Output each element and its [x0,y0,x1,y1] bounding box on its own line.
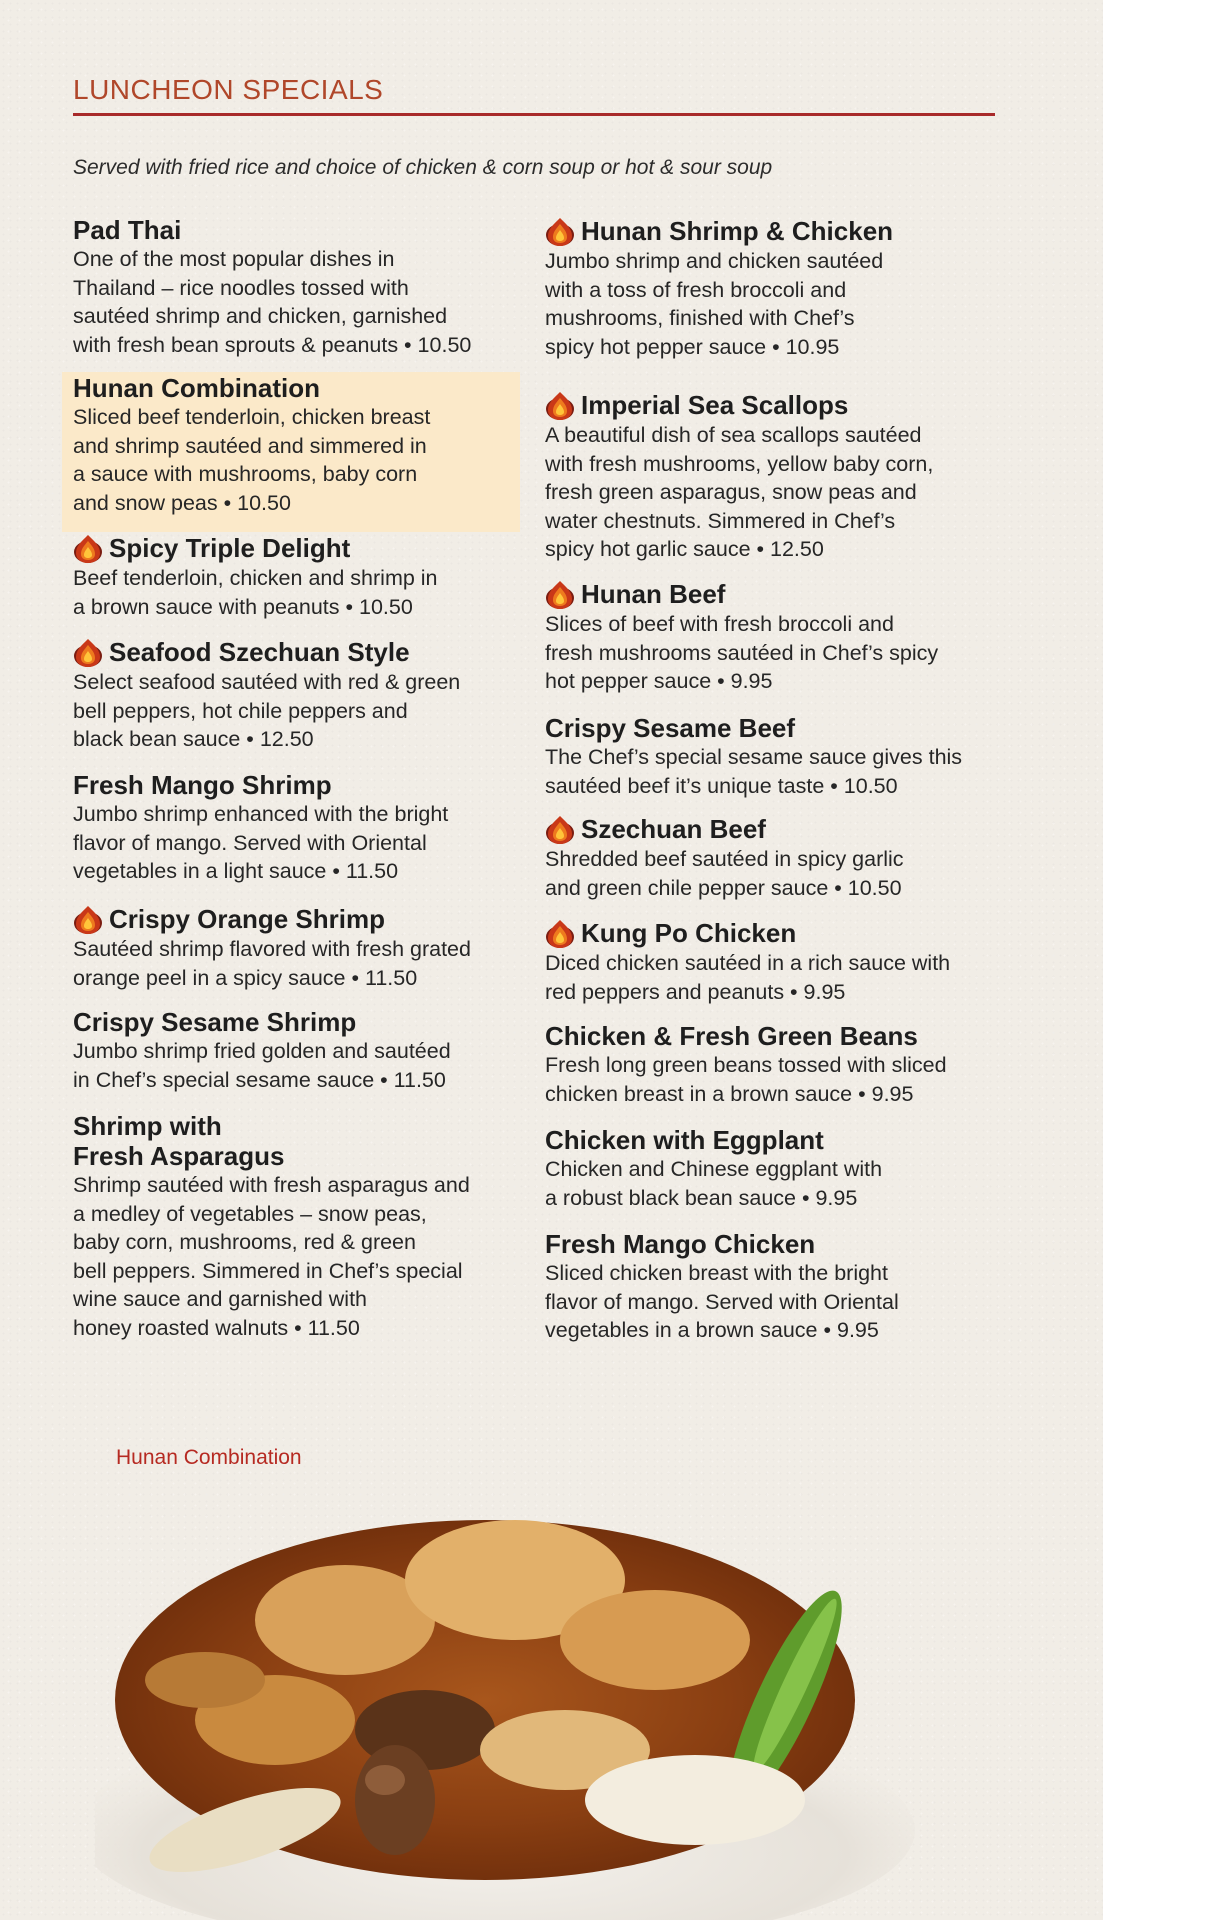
dish-name: Szechuan Beef [581,814,766,844]
flame-icon [71,636,105,668]
dish-description-line: bell peppers, hot chile peppers and [73,698,408,723]
dish-name-row [73,215,533,245]
dish-description-line: vegetables in a light sauce • 11.50 [73,859,399,883]
dish-description-line: chicken breast in a brown sauce • 9.95 [545,1081,914,1106]
dish-name: Crispy Orange Shrimp [109,904,385,934]
dish-description-line: bell peppers. Simmered in Chef’s special [73,1258,463,1283]
dish-name-row [545,713,1005,743]
dish-description-line: sautéed beef it’s unique taste • 10.50 [545,773,898,798]
dish-description-line: Diced chicken sautéed in a rich sauce with [545,951,951,975]
menu-item [73,1007,533,1094]
dish-description-line: a sauce with mushrooms, baby corn [73,462,418,486]
flame-icon [71,903,105,935]
dish-description-line: with fresh mushrooms, yellow baby corn, [545,451,934,476]
dish-name: Fresh Mango Shrimp [73,770,332,800]
dish-name-row [73,636,533,668]
dish-description-line: sautéed shrimp and chicken, garnished [73,304,448,328]
menu-item [73,532,533,621]
dish-description-line: Sautéed shrimp flavored with fresh grated [73,937,471,961]
dish-description-line: mushrooms, finished with Chef’s [545,306,855,330]
dish-description-line: honey roasted walnuts • 11.50 [73,1315,360,1340]
dish-description-line: a robust black bean sauce • 9.95 [545,1185,858,1210]
flame-icon [71,532,105,564]
dish-name: Fresh Mango Chicken [545,1229,816,1259]
menu-item [545,1229,1005,1345]
menu-item [545,389,1005,564]
dish-description-line: spicy hot garlic sauce • 12.50 [545,537,824,561]
dish-description-line: Shrimp sautéed with fresh asparagus and [73,1173,470,1197]
dish-description-line: Sliced beef tenderloin, chicken breast [73,405,431,429]
dish-name: Chicken & Fresh Green Beans [545,1021,918,1051]
dish-description-line: fresh mushrooms sautéed in Chef’s spicy [545,640,939,665]
menu-item [545,578,1005,696]
dish-description-line: Chicken and Chinese eggplant with [545,1157,883,1181]
dish-description-line: and snow peas • 10.50 [73,490,291,515]
menu-item [73,1111,533,1342]
dish-name-row [545,1229,1005,1259]
flame-icon [543,917,577,949]
menu-item [545,713,1005,800]
dish-description-line: vegetables in a brown sauce • 9.95 [545,1318,879,1342]
dish-description-line: with a toss of fresh broccoli and [545,277,847,302]
page-title: LUNCHEON SPECIALS [73,74,384,105]
dish-name: Imperial Sea Scallops [581,390,849,420]
dish-name-row [545,917,1005,949]
menu-item [73,636,533,754]
dish-description-line: with fresh bean sprouts & peanuts • 10.50 [73,332,472,357]
dish-name-row [545,813,1005,845]
dish-description-line: black bean sauce • 12.50 [73,727,314,751]
title-rule [73,113,995,116]
dish-name: Hunan Combination [73,373,320,403]
dish-description-line: Shredded beef sautéed in spicy garlic [545,847,904,871]
dish-description-line: fresh green asparagus, snow peas and [545,480,917,504]
dish-name-row [545,215,1005,247]
menu-item [73,215,533,359]
dish-name: Pad Thai [73,215,182,245]
menu-item [545,813,1005,902]
dish-description-line: Select seafood sautéed with red & green [73,670,461,694]
dish-description-line: Beef tenderloin, chicken and shrimp in [73,566,438,590]
dish-name-row [73,770,533,800]
dish-description-line: and shrimp sautéed and simmered in [73,433,427,458]
dish-name-row [73,903,533,935]
menu-item [545,1021,1005,1108]
menu-item [73,373,533,517]
dish-name-row [545,578,1005,610]
dish-description-line: Jumbo shrimp and chicken sautéed [545,249,884,273]
dish-description-line: orange peel in a spicy sauce • 11.50 [73,965,418,990]
dish-name: Fresh Asparagus [73,1141,285,1171]
dish-description-line: in Chef’s special sesame sauce • 11.50 [73,1067,446,1092]
menu-item [73,903,533,992]
dish-description-line: spicy hot pepper sauce • 10.95 [545,334,840,359]
dish-name-row [73,1007,533,1037]
dish-photo [95,1470,925,1920]
flame-icon [543,813,577,845]
dish-description-line: Fresh long green beans tossed with sliced [545,1053,947,1077]
menu-item [545,215,1005,361]
dish-name-row [73,373,533,403]
dish-name-row [545,1125,1005,1155]
dish-description-line: baby corn, mushrooms, red & green [73,1230,416,1254]
dish-description-line: hot pepper sauce • 9.95 [545,669,773,693]
dish-description-line: a brown sauce with peanuts • 10.50 [73,594,413,619]
dish-description-line: red peppers and peanuts • 9.95 [545,979,846,1004]
dish-description-line: Thailand – rice noodles tossed with [73,275,409,300]
dish-name: Chicken with Eggplant [545,1125,824,1155]
flame-icon [543,389,577,421]
dish-description-line: wine sauce and garnished with [73,1287,368,1311]
dish-name: Shrimp with [73,1111,222,1141]
dish-name: Kung Po Chicken [581,918,797,948]
dish-description-line: One of the most popular dishes in [73,247,395,271]
dish-description-line: Sliced chicken breast with the bright [545,1261,888,1285]
dish-name: Seafood Szechuan Style [109,637,410,667]
dish-description-line: Jumbo shrimp fried golden and sautéed [73,1039,451,1063]
dish-description-line: Jumbo shrimp enhanced with the bright [73,802,449,826]
menu-item [73,770,533,886]
dish-name: Hunan Shrimp & Chicken [581,216,894,246]
dish-description-line: The Chef’s special sesame sauce gives this [545,745,963,769]
dish-description-line: Slices of beef with fresh broccoli and [545,612,894,636]
photo-caption: Hunan Combination [116,1446,302,1469]
page-subtitle: Served with fried rice and choice of chicken & corn soup or hot & sour soup [73,156,773,179]
dish-description-line: flavor of mango. Served with Oriental [545,1289,899,1314]
dish-description-line: flavor of mango. Served with Oriental [73,830,427,855]
dish-description-line: a medley of vegetables – snow peas, [73,1201,427,1226]
dish-description-line: and green chile pepper sauce • 10.50 [545,875,902,900]
dish-name: Crispy Sesame Shrimp [73,1007,357,1037]
menu-item [545,917,1005,1006]
dish-name-row [73,532,533,564]
dish-name: Crispy Sesame Beef [545,713,796,743]
dish-name: Hunan Beef [581,579,726,609]
flame-icon [543,578,577,610]
dish-name: Spicy Triple Delight [109,533,351,563]
flame-icon [543,215,577,247]
menu-item [545,1125,1005,1212]
dish-description-line: water chestnuts. Simmered in Chef’s [545,508,896,533]
dish-description-line: A beautiful dish of sea scallops sautéed [545,423,922,447]
dish-name-row [545,389,1005,421]
dish-name-row [545,1021,1005,1051]
